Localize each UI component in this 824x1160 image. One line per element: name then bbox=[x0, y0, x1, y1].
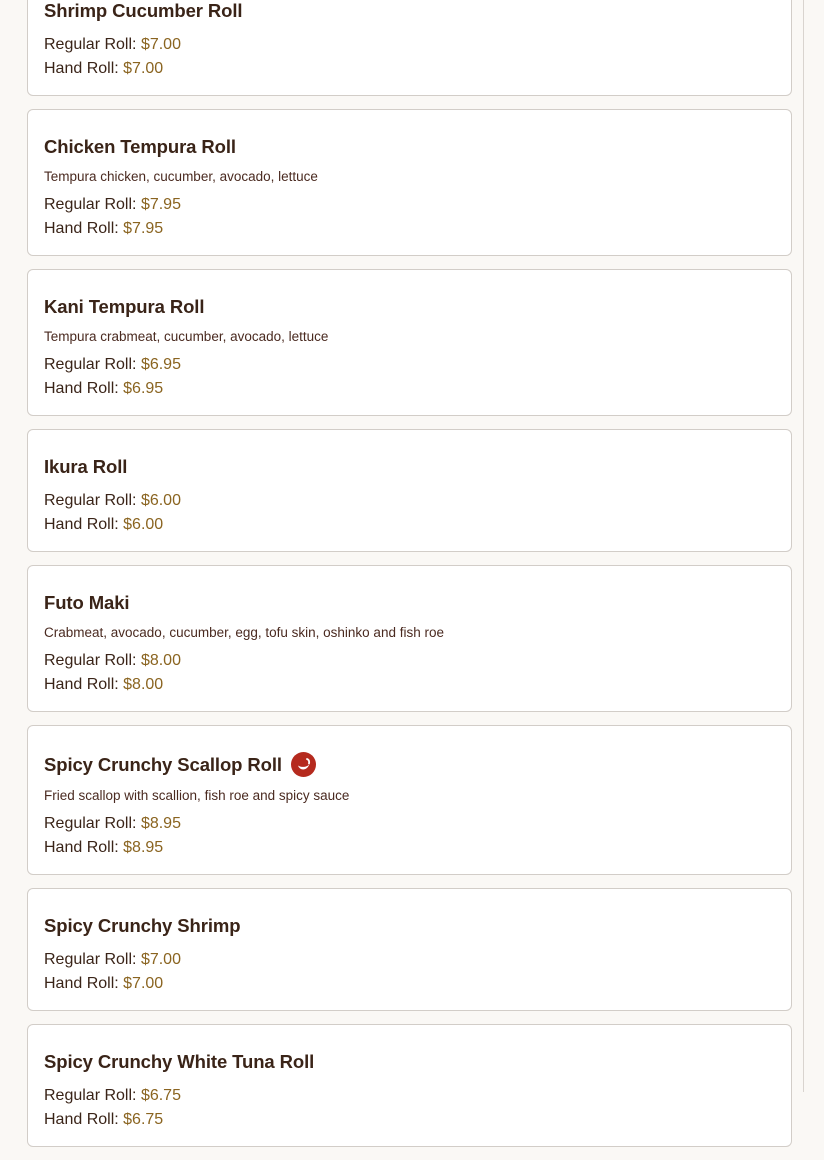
price-label: Regular Roll: bbox=[44, 815, 137, 832]
price-value: $8.00 bbox=[123, 676, 164, 693]
hand-roll-price bbox=[44, 513, 775, 537]
price-value: $6.00 bbox=[140, 492, 181, 509]
price-list bbox=[44, 193, 775, 241]
price-label: Hand Roll: bbox=[44, 975, 119, 992]
price-label: Hand Roll: bbox=[44, 839, 119, 856]
price-list bbox=[44, 1084, 775, 1132]
price-list bbox=[44, 649, 775, 697]
price-value: $7.00 bbox=[123, 975, 164, 992]
menu-item-name: Spicy Crunchy Scallop Roll bbox=[44, 753, 282, 775]
hand-roll-price bbox=[44, 836, 775, 860]
menu-item-description: Tempura chicken, cucumber, avocado, lettuce bbox=[44, 169, 318, 184]
menu-item-header bbox=[44, 136, 775, 158]
price-label: Hand Roll: bbox=[44, 516, 119, 533]
menu-item-list bbox=[27, 0, 792, 1160]
menu-item-description: Fried scallop with scallion, fish roe and spicy sauce bbox=[44, 788, 350, 803]
price-value: $8.95 bbox=[140, 815, 181, 832]
menu-item-card[interactable] bbox=[27, 109, 792, 256]
regular-roll-price bbox=[44, 33, 775, 57]
hand-roll-price bbox=[44, 217, 775, 241]
menu-item-name: Kani Tempura Roll bbox=[44, 296, 205, 317]
hand-roll-price bbox=[44, 972, 775, 996]
page-divider bbox=[803, 0, 804, 1092]
price-list bbox=[44, 353, 775, 401]
price-value: $7.95 bbox=[140, 196, 181, 213]
menu-item-header bbox=[44, 915, 775, 937]
menu-item-card[interactable] bbox=[27, 269, 792, 416]
price-label: Hand Roll: bbox=[44, 1111, 119, 1128]
hand-roll-price bbox=[44, 377, 775, 401]
price-label: Hand Roll: bbox=[44, 60, 119, 77]
menu-item-header bbox=[44, 456, 775, 478]
price-value: $8.95 bbox=[123, 839, 164, 856]
regular-roll-price bbox=[44, 649, 775, 673]
price-value: $7.00 bbox=[123, 60, 164, 77]
price-list bbox=[44, 489, 775, 537]
price-label: Regular Roll: bbox=[44, 36, 137, 53]
price-label: Regular Roll: bbox=[44, 492, 137, 509]
menu-item-card[interactable] bbox=[27, 725, 792, 875]
menu-item-header bbox=[44, 0, 775, 22]
price-label: Regular Roll: bbox=[44, 951, 137, 968]
price-label: Hand Roll: bbox=[44, 380, 119, 397]
menu-item-header bbox=[44, 1051, 775, 1073]
price-label: Hand Roll: bbox=[44, 220, 119, 237]
regular-roll-price bbox=[44, 812, 775, 836]
price-value: $6.95 bbox=[123, 380, 164, 397]
menu-item-card[interactable] bbox=[27, 429, 792, 552]
price-value: $6.95 bbox=[140, 356, 181, 373]
regular-roll-price bbox=[44, 193, 775, 217]
menu-item-header bbox=[44, 752, 775, 777]
menu-item-card[interactable] bbox=[27, 565, 792, 712]
price-value: $7.95 bbox=[123, 220, 164, 237]
chili-pepper-icon bbox=[291, 752, 316, 777]
price-list bbox=[44, 33, 775, 81]
price-label: Regular Roll: bbox=[44, 196, 137, 213]
price-label: Regular Roll: bbox=[44, 1087, 137, 1104]
menu-item-card[interactable] bbox=[27, 888, 792, 1011]
price-list bbox=[44, 948, 775, 996]
regular-roll-price bbox=[44, 353, 775, 377]
price-value: $6.75 bbox=[140, 1087, 181, 1104]
regular-roll-price bbox=[44, 489, 775, 513]
regular-roll-price bbox=[44, 1084, 775, 1108]
price-value: $6.00 bbox=[123, 516, 164, 533]
hand-roll-price bbox=[44, 1108, 775, 1132]
menu-item-card[interactable] bbox=[27, 1024, 792, 1147]
menu-item-header bbox=[44, 592, 775, 614]
menu-item-name: Spicy Crunchy Shrimp bbox=[44, 915, 241, 936]
menu-item-name: Chicken Tempura Roll bbox=[44, 136, 236, 157]
price-value: $6.75 bbox=[123, 1111, 164, 1128]
menu-item-header bbox=[44, 296, 775, 318]
menu-item-name: Shrimp Cucumber Roll bbox=[44, 0, 243, 21]
price-value: $7.00 bbox=[140, 951, 181, 968]
hand-roll-price bbox=[44, 673, 775, 697]
menu-item-name: Spicy Crunchy White Tuna Roll bbox=[44, 1051, 315, 1072]
menu-item-description: Tempura crabmeat, cucumber, avocado, lettuce bbox=[44, 329, 329, 344]
price-label: Regular Roll: bbox=[44, 652, 137, 669]
price-label: Regular Roll: bbox=[44, 356, 137, 373]
price-label: Hand Roll: bbox=[44, 676, 119, 693]
price-value: $8.00 bbox=[140, 652, 181, 669]
menu-item-description: Crabmeat, avocado, cucumber, egg, tofu skin, oshinko and fish roe bbox=[44, 625, 444, 640]
menu-item-name: Futo Maki bbox=[44, 592, 130, 613]
price-value: $7.00 bbox=[140, 36, 181, 53]
regular-roll-price bbox=[44, 948, 775, 972]
menu-item-name: Ikura Roll bbox=[44, 456, 128, 477]
price-list bbox=[44, 812, 775, 860]
hand-roll-price bbox=[44, 57, 775, 81]
menu-item-card[interactable] bbox=[27, 0, 792, 96]
